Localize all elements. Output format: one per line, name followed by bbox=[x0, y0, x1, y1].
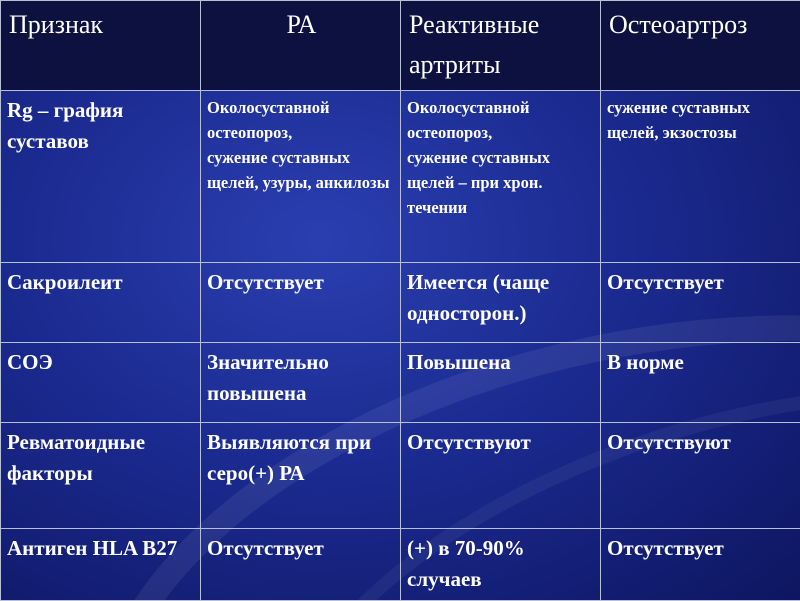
osteo-cell: Отсутствуют bbox=[601, 423, 800, 529]
header-cell-ra: РА bbox=[201, 1, 401, 91]
reactive-cell: (+) в 70-90% случаев bbox=[401, 529, 601, 601]
feature-cell: Rg – графия суставов bbox=[1, 91, 201, 263]
ra-cell: Отсутствует bbox=[201, 263, 401, 343]
header-row bbox=[1, 1, 800, 91]
ra-cell: Отсутствует bbox=[201, 529, 401, 601]
table-row-esr bbox=[1, 343, 800, 423]
cell-paragraph: сужение суставных щелей, экзостозы bbox=[607, 95, 794, 145]
feature-cell: СОЭ bbox=[1, 343, 201, 423]
ra-cell: Выявляются при серо(+) РА bbox=[201, 423, 401, 529]
reactive-cell: Имеется (чаще односторон.) bbox=[401, 263, 601, 343]
header-cell-osteo: Остеоартроз bbox=[601, 1, 800, 91]
reactive-cell: Повышена bbox=[401, 343, 601, 423]
header-cell-reactive: Реактивные артриты bbox=[401, 1, 601, 91]
osteo-cell bbox=[601, 91, 800, 263]
reactive-cell: Отсутствуют bbox=[401, 423, 601, 529]
table-row-hla-b27 bbox=[1, 529, 800, 601]
table-row-sacroiliitis bbox=[1, 263, 800, 343]
cell-paragraph: сужение суставных щелей – при хрон. течении bbox=[407, 145, 594, 220]
feature-cell: Ревматоидные факторы bbox=[1, 423, 201, 529]
ra-cell bbox=[201, 91, 401, 263]
feature-cell: Сакроилеит bbox=[1, 263, 201, 343]
header-cell-feature: Признак bbox=[1, 1, 201, 91]
cell-paragraph: сужение суставных щелей, узуры, анкилозы bbox=[207, 145, 394, 195]
ra-cell: Значительно повышена bbox=[201, 343, 401, 423]
feature-cell: Антиген HLA В27 bbox=[1, 529, 201, 601]
table-row-rg bbox=[1, 91, 800, 263]
cell-paragraph: Околосуставной остеопороз, bbox=[407, 95, 594, 145]
reactive-cell bbox=[401, 91, 601, 263]
osteo-cell: В норме bbox=[601, 343, 800, 423]
table-row-rheumatoid-factors bbox=[1, 423, 800, 529]
osteo-cell: Отсутствует bbox=[601, 529, 800, 601]
osteo-cell: Отсутствует bbox=[601, 263, 800, 343]
cell-paragraph: Околосуставной остеопороз, bbox=[207, 95, 394, 145]
